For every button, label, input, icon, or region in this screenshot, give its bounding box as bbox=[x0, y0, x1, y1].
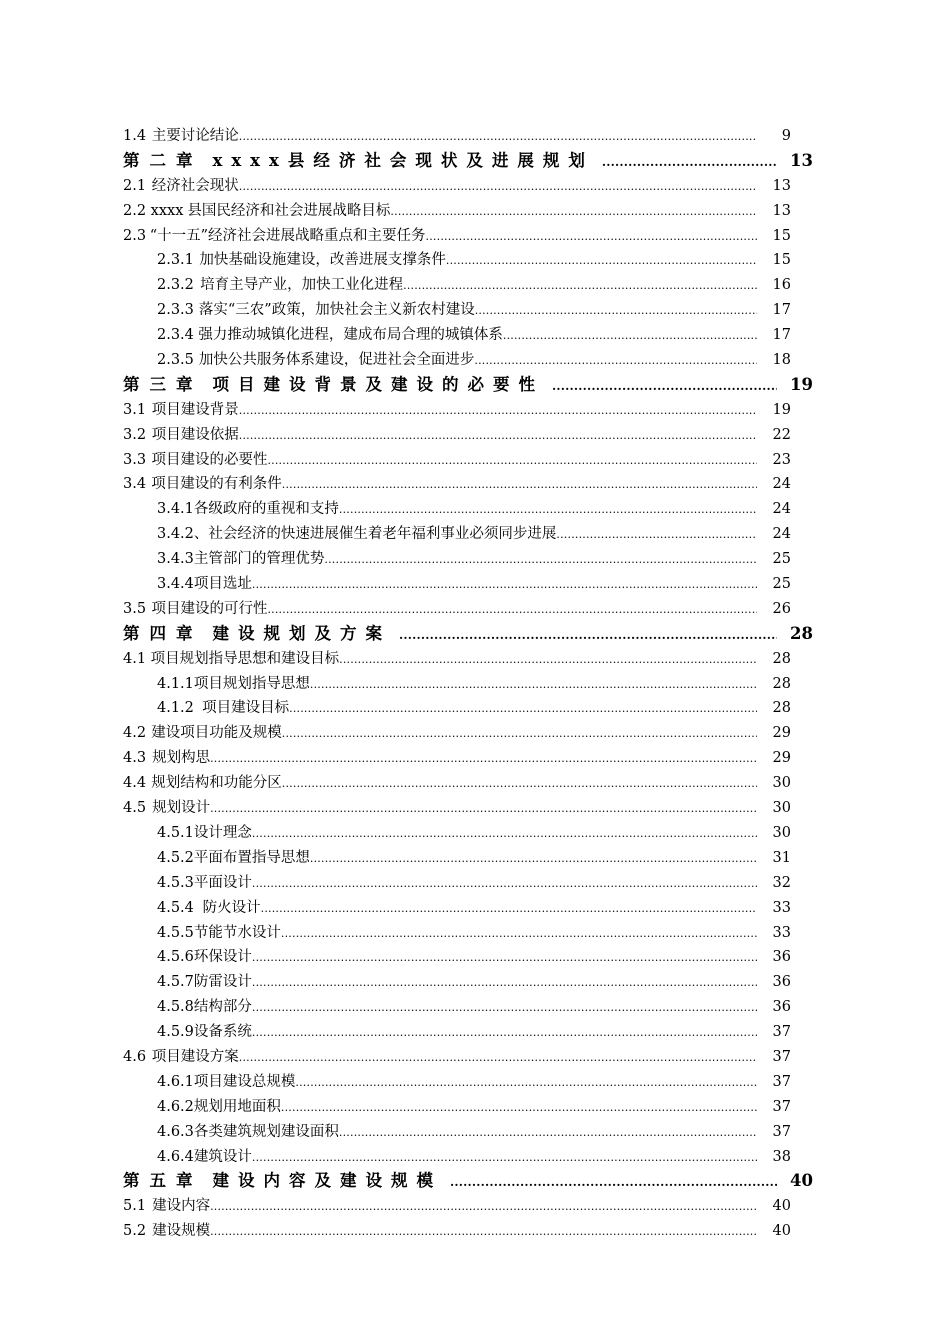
toc-entry-title: 项目建设的可行性 bbox=[151, 600, 268, 617]
toc-entry[interactable] bbox=[123, 721, 813, 746]
toc-page-number: 28 bbox=[790, 623, 813, 643]
toc-dot-leader bbox=[282, 772, 757, 797]
toc-entry[interactable] bbox=[123, 921, 813, 946]
toc-dot-leader bbox=[210, 797, 757, 822]
toc-entry[interactable] bbox=[123, 1194, 813, 1219]
toc-entry-number: 4.6.1 bbox=[157, 1073, 194, 1090]
toc-entry-title: 项目选址 bbox=[193, 576, 252, 593]
toc-entry-title: 主管部门的管理优势 bbox=[193, 551, 325, 568]
toc-dot-leader bbox=[281, 922, 757, 947]
toc-page-number: 37 bbox=[772, 1073, 791, 1090]
toc-entry-title: 项目建设目标 bbox=[202, 700, 290, 717]
toc-page-number: 19 bbox=[772, 401, 791, 418]
toc-entry-title: 建设规划及方案 bbox=[212, 623, 391, 643]
toc-dot-leader bbox=[594, 150, 777, 175]
toc-entry[interactable] bbox=[123, 522, 813, 547]
toc-page-number: 24 bbox=[772, 501, 791, 518]
toc-entry[interactable] bbox=[123, 1070, 813, 1095]
toc-entry-number: 4.5.8 bbox=[157, 999, 194, 1016]
toc-entry-number: 5.2 bbox=[123, 1223, 147, 1240]
toc-page-number: 36 bbox=[772, 949, 791, 966]
toc-page-number: 37 bbox=[772, 1048, 791, 1065]
toc-entry[interactable] bbox=[123, 746, 813, 771]
toc-entry-title: 规划设计 bbox=[152, 800, 211, 817]
toc-page-number: 33 bbox=[772, 899, 791, 916]
toc-dot-leader bbox=[252, 1021, 757, 1046]
toc-dot-leader bbox=[239, 1046, 757, 1071]
toc-chapter-entry[interactable] bbox=[123, 149, 813, 174]
toc-entry-number: 4.2 bbox=[123, 725, 147, 742]
toc-dot-leader bbox=[339, 1121, 757, 1146]
toc-entry-number: 4.5.6 bbox=[157, 949, 194, 966]
toc-entry-number: 3.4.2 bbox=[157, 526, 194, 543]
toc-entry[interactable] bbox=[123, 771, 813, 796]
toc-entry[interactable] bbox=[123, 896, 813, 921]
toc-entry-number: 4.3 bbox=[123, 750, 147, 767]
toc-entry[interactable] bbox=[123, 1120, 813, 1145]
toc-entry-title: 加快基础设施建设，改善进展支撑条件 bbox=[199, 252, 446, 269]
toc-chapter-entry[interactable] bbox=[123, 622, 813, 647]
toc-entry-number: 4.5.7 bbox=[157, 974, 194, 991]
toc-entry[interactable] bbox=[123, 995, 813, 1020]
toc-entry-title: 项目建设背景及建设的必要性 bbox=[212, 374, 544, 394]
toc-entry-number: 2.3.4 bbox=[157, 327, 194, 344]
toc-page-number: 16 bbox=[772, 277, 791, 294]
toc-dot-leader bbox=[339, 498, 757, 523]
toc-dot-leader bbox=[446, 249, 757, 274]
toc-entry-title: 项目建设的必要性 bbox=[151, 451, 268, 468]
toc-entry-title: 落实“三农”政策，加快社会主义新农村建设 bbox=[198, 302, 475, 319]
toc-entry-title: 经济社会现状 bbox=[151, 177, 239, 194]
toc-entry-title: 强力推动城镇化进程，建成布局合理的城镇体系 bbox=[198, 327, 503, 344]
toc-entry-number: 4.5.9 bbox=[157, 1024, 194, 1041]
toc-entry-number: 4.6 bbox=[123, 1048, 147, 1065]
toc-page-number: 36 bbox=[772, 999, 791, 1016]
toc-chapter-entry[interactable] bbox=[123, 1169, 813, 1194]
toc-entry[interactable] bbox=[123, 821, 813, 846]
toc-entry-number: 2.3.5 bbox=[157, 352, 194, 369]
toc-page-number: 26 bbox=[772, 600, 791, 617]
toc-entry-number: 第五章 bbox=[123, 1171, 203, 1191]
toc-entry[interactable] bbox=[123, 846, 813, 871]
toc-entry-number: 4.6.4 bbox=[157, 1148, 194, 1165]
toc-entry-number: 4.1.1 bbox=[157, 675, 194, 692]
toc-page-number: 33 bbox=[772, 924, 791, 941]
toc-entry-number: 5.1 bbox=[123, 1198, 147, 1215]
toc-dot-leader bbox=[252, 822, 757, 847]
toc-entry[interactable] bbox=[123, 572, 813, 597]
toc-entry-title: 结构部分 bbox=[193, 999, 252, 1016]
toc-entry-title: 培育主导产业，加快工业化进程 bbox=[200, 277, 404, 294]
toc-entry-title: 环保设计 bbox=[193, 949, 252, 966]
toc-entry-title: 各类建筑规划建设面积 bbox=[193, 1123, 339, 1140]
toc-page-number: 40 bbox=[772, 1223, 791, 1240]
toc-page-number: 40 bbox=[790, 1171, 813, 1191]
toc-entry-number: 3.2 bbox=[123, 426, 147, 443]
toc-entry-number: 4.6.2 bbox=[157, 1098, 194, 1115]
toc-page-number: 17 bbox=[772, 302, 791, 319]
toc-entry[interactable] bbox=[123, 796, 813, 821]
toc-entry-title: 设备系统 bbox=[193, 1024, 252, 1041]
toc-entry[interactable] bbox=[123, 647, 813, 672]
toc-dot-leader bbox=[267, 449, 757, 474]
toc-page-number: 36 bbox=[772, 974, 791, 991]
toc-entry-number: 4.1.2 bbox=[157, 700, 194, 717]
toc-entry-number: 4.6.3 bbox=[157, 1123, 194, 1140]
toc-dot-leader bbox=[324, 548, 757, 573]
toc-entry-title: 项目建设总规模 bbox=[193, 1073, 296, 1090]
toc-entry[interactable] bbox=[123, 597, 813, 622]
toc-page-number: 17 bbox=[772, 327, 791, 344]
toc-page-number: 13 bbox=[772, 202, 791, 219]
toc-dot-leader bbox=[252, 996, 757, 1021]
toc-page-number: 13 bbox=[772, 177, 791, 194]
toc-page-number: 38 bbox=[772, 1148, 791, 1165]
toc-dot-leader bbox=[391, 623, 777, 648]
toc-entry[interactable] bbox=[123, 1095, 813, 1120]
toc-entry-title: 平面设计 bbox=[193, 874, 252, 891]
toc-dot-leader bbox=[310, 847, 757, 872]
toc-entry-number: 2.1 bbox=[123, 177, 147, 194]
toc-entry-number: 3.4 bbox=[123, 476, 147, 493]
toc-entry-number: 3.3 bbox=[123, 451, 147, 468]
toc-entry-number: 2.3.1 bbox=[157, 252, 194, 269]
toc-entry[interactable] bbox=[123, 199, 813, 224]
toc-page-number: 37 bbox=[772, 1098, 791, 1115]
toc-page-number: 24 bbox=[772, 526, 791, 543]
toc-entry-title: 项目建设方案 bbox=[151, 1048, 239, 1065]
toc-page-number: 37 bbox=[772, 1024, 791, 1041]
toc-entry-title: 防火设计 bbox=[202, 899, 261, 916]
toc-dot-leader bbox=[390, 200, 757, 225]
toc-dot-leader bbox=[544, 374, 777, 399]
toc-entry[interactable] bbox=[123, 323, 813, 348]
toc-entry-title: 建设内容及建设规模 bbox=[212, 1171, 442, 1191]
toc-dot-leader bbox=[267, 598, 757, 623]
toc-entry-title: 项目建设背景 bbox=[151, 401, 239, 418]
toc-entry-number: 第三章 bbox=[123, 374, 203, 394]
toc-entry[interactable] bbox=[123, 1145, 813, 1170]
toc-entry-number: 3.4.4 bbox=[157, 576, 194, 593]
toc-entry[interactable] bbox=[123, 174, 813, 199]
toc-dot-leader bbox=[239, 175, 757, 200]
toc-page-number: 28 bbox=[772, 650, 791, 667]
toc-entry-number: 4.4 bbox=[123, 775, 147, 792]
toc-dot-leader bbox=[426, 225, 757, 250]
toc-entry-title: 防雷设计 bbox=[193, 974, 252, 991]
toc-entry[interactable] bbox=[123, 224, 813, 249]
toc-entry[interactable] bbox=[123, 448, 813, 473]
toc-entry[interactable] bbox=[123, 472, 813, 497]
toc-dot-leader bbox=[239, 424, 757, 449]
toc-dot-leader bbox=[210, 1195, 757, 1220]
toc-entry-title: 建筑设计 bbox=[193, 1148, 252, 1165]
toc-page-number: 23 bbox=[772, 451, 791, 468]
toc-page-number: 29 bbox=[772, 725, 791, 742]
toc-page-number: 9 bbox=[781, 128, 791, 144]
toc-entry-number: 3.1 bbox=[123, 401, 147, 418]
toc-dot-leader bbox=[252, 1146, 757, 1171]
toc-entry-number: 4.5.1 bbox=[157, 824, 194, 841]
toc-entry-number: 4.5 bbox=[123, 800, 147, 817]
toc-entry[interactable] bbox=[123, 1219, 813, 1244]
toc-entry[interactable] bbox=[123, 696, 813, 721]
toc-entry[interactable] bbox=[123, 945, 813, 970]
toc-entry-number: 2.3.2 bbox=[157, 277, 194, 294]
toc-page-number: 37 bbox=[772, 1123, 791, 1140]
toc-entry[interactable] bbox=[123, 348, 813, 373]
toc-dot-leader bbox=[261, 897, 757, 922]
toc-entry[interactable] bbox=[123, 248, 813, 273]
toc-dot-leader bbox=[556, 523, 757, 548]
toc-dot-leader bbox=[210, 747, 757, 772]
toc-dot-leader bbox=[442, 1170, 777, 1195]
toc-entry-title: 项目规划指导思想 bbox=[193, 675, 310, 692]
toc-dot-leader bbox=[295, 1071, 757, 1096]
toc-page-number: 25 bbox=[772, 551, 791, 568]
toc-entry-title: 平面布置指导思想 bbox=[193, 849, 310, 866]
toc-entry-title: xxxx县经济社会现状及进展规划 bbox=[212, 150, 594, 170]
toc-page-number: 19 bbox=[790, 374, 813, 394]
toc-entry-title: 设计理念 bbox=[193, 824, 252, 841]
toc-entry-number: 2.2 xxxx bbox=[123, 202, 184, 219]
toc-page-number: 15 bbox=[772, 252, 791, 269]
toc-entry[interactable] bbox=[123, 273, 813, 298]
toc-entry-number: 4.5.4 bbox=[157, 899, 194, 916]
toc-dot-leader bbox=[252, 946, 757, 971]
toc-dot-leader bbox=[289, 697, 757, 722]
toc-entry[interactable] bbox=[123, 298, 813, 323]
toc-entry-title: 加快公共服务体系建设，促进社会全面进步 bbox=[198, 352, 475, 369]
toc-page-number: 29 bbox=[772, 750, 791, 767]
toc-page-number: 13 bbox=[790, 150, 813, 170]
toc-dot-leader bbox=[252, 971, 757, 996]
toc-entry[interactable] bbox=[123, 423, 813, 448]
toc-entry[interactable] bbox=[123, 871, 813, 896]
toc-dot-leader bbox=[475, 299, 757, 324]
toc-entry-number: 3.4.1 bbox=[157, 501, 194, 518]
toc-entry-title: 主要讨论结论 bbox=[151, 128, 239, 144]
toc-page-number: 30 bbox=[772, 775, 791, 792]
toc-dot-leader bbox=[252, 872, 757, 897]
toc-entry-title: 、社会经济的快速进展催生着老年福利事业必须同步进展 bbox=[193, 526, 557, 543]
toc-entry-number: 3.5 bbox=[123, 600, 147, 617]
toc-page-number: 28 bbox=[772, 675, 791, 692]
toc-entry-title: 建设项目功能及规模 bbox=[151, 725, 282, 742]
toc-page-number: 25 bbox=[772, 576, 791, 593]
toc-dot-leader bbox=[282, 722, 757, 747]
toc-dot-leader bbox=[282, 473, 757, 498]
toc-entry-title: “十一五”经济社会进展战略重点和主要任务 bbox=[149, 227, 426, 244]
toc-page-number: 30 bbox=[772, 824, 791, 841]
toc-entry[interactable] bbox=[123, 398, 813, 423]
toc-entry-number: 2.3 bbox=[123, 227, 147, 244]
toc-entry-number: 4.5.2 bbox=[157, 849, 194, 866]
toc-dot-leader bbox=[339, 648, 757, 673]
toc-entry-number: 4.5.5 bbox=[157, 924, 194, 941]
toc-dot-leader bbox=[310, 673, 757, 698]
toc-entry-title: 规划构思 bbox=[152, 750, 211, 767]
toc-entry-number: 1.4 bbox=[123, 128, 147, 144]
toc-page-number: 18 bbox=[772, 352, 791, 369]
toc-dot-leader bbox=[503, 324, 757, 349]
toc-page-number: 30 bbox=[772, 800, 791, 817]
toc-dot-leader bbox=[403, 274, 757, 299]
toc-entry[interactable] bbox=[123, 672, 813, 697]
table-of-contents bbox=[123, 124, 813, 1244]
toc-page-number: 40 bbox=[772, 1198, 791, 1215]
toc-entry-number: 第四章 bbox=[123, 623, 203, 643]
toc-entry-number: 2.3.3 bbox=[157, 302, 194, 319]
toc-dot-leader bbox=[239, 399, 757, 424]
toc-dot-leader bbox=[239, 125, 757, 150]
toc-page-number: 24 bbox=[772, 476, 791, 493]
toc-entry-title: 项目建设依据 bbox=[151, 426, 239, 443]
toc-entry[interactable] bbox=[123, 970, 813, 995]
toc-page-number: 15 bbox=[772, 227, 791, 244]
toc-entry[interactable] bbox=[123, 1020, 813, 1045]
toc-entry-title: 节能节水设计 bbox=[193, 924, 281, 941]
toc-dot-leader bbox=[474, 349, 757, 374]
toc-page-number: 22 bbox=[772, 426, 791, 443]
toc-dot-leader bbox=[281, 1096, 757, 1121]
toc-entry-number: 4.1 bbox=[123, 650, 147, 667]
toc-entry-title: 项目建设的有利条件 bbox=[151, 476, 282, 493]
toc-entry-title: 规划用地面积 bbox=[193, 1098, 281, 1115]
toc-entry[interactable] bbox=[123, 497, 813, 522]
toc-entry[interactable] bbox=[123, 1045, 813, 1070]
toc-page-number: 28 bbox=[772, 700, 791, 717]
toc-chapter-entry[interactable] bbox=[123, 373, 813, 398]
toc-entry-number: 3.4.3 bbox=[157, 551, 194, 568]
toc-entry-title: 建设内容 bbox=[152, 1198, 211, 1215]
toc-entry-number: 4.5.3 bbox=[157, 874, 194, 891]
toc-entry-title: 项目规划指导思想和建设目标 bbox=[150, 650, 340, 667]
toc-dot-leader bbox=[210, 1220, 757, 1245]
toc-entry-title: 建设规模 bbox=[152, 1223, 211, 1240]
toc-entry[interactable] bbox=[123, 124, 813, 149]
toc-entry-number: 第二章 bbox=[123, 150, 203, 170]
toc-entry-title: 各级政府的重视和支持 bbox=[193, 501, 339, 518]
toc-dot-leader bbox=[252, 573, 757, 598]
toc-entry-title: 县国民经济和社会进展战略目标 bbox=[187, 202, 391, 219]
toc-entry[interactable] bbox=[123, 547, 813, 572]
toc-page-number: 32 bbox=[772, 874, 791, 891]
toc-page-number: 31 bbox=[772, 849, 791, 866]
toc-entry-title: 规划结构和功能分区 bbox=[151, 775, 282, 792]
